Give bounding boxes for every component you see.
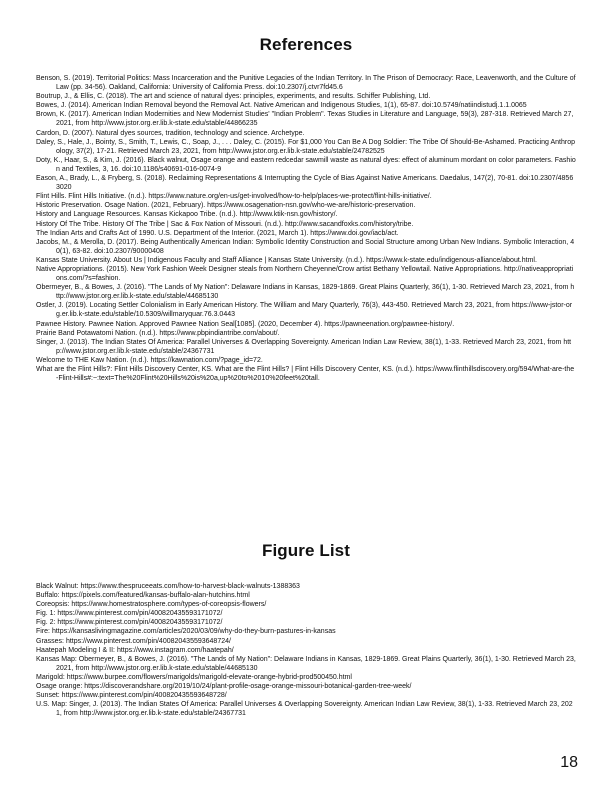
reference-entry: Kansas State University. About Us | Indigenous Faculty and Staff Alliance | Kansas State University. (n.d.). https://www.k-state.edu/indigenous-alliance/about.html. xyxy=(36,256,537,264)
figure-entry: Grasses: https://www.pinterest.com/pin/400820435593648724/ xyxy=(36,637,231,645)
figure-entry: Kansas Map: Obermeyer, B., & Bowes, J. (2016). "The Lands of My Nation": Delaware Indians in Kansas, 1829-1869. Great Plains Quarterly, 36(1), 1-30. Retrieved March 23, 2021, from http://www.jstor.org.er.lib.k-state.edu/stable/44685130 xyxy=(36,655,576,672)
reference-entry: Brown, K. (2017). American Indian Modernities and New Modernist Studies' "Indian Problem". Texas Studies in Literature and Language, 59(3), 287-318. Retrieved March 27, 2021, from http://www.jstor.org.er.lib.k-state.edu/stable/44866235 xyxy=(36,111,574,128)
figure-list xyxy=(36,582,576,718)
reference-entry: Boutrup, J., & Ellis, C. (2018). The art and science of natural dyes: principles, experiments, and results. Schiffer Publishing, Ltd. xyxy=(36,93,431,101)
figure-list-heading: Figure List xyxy=(262,541,350,560)
figure-entry: Fig. 2: https://www.pinterest.com/pin/400820435593171072/ xyxy=(36,619,223,627)
figure-entry: Marigold: https://www.burpee.com/flowers/marigolds/marigold-elevate-orange-hybrid-prod500450.html xyxy=(36,673,352,681)
figure-entry: Osage orange: https://discoverandshare.org/2019/10/24/plant-profile-osage-orange-missouri-botanical-garden-tree-week/ xyxy=(36,683,412,691)
reference-entry: Benson, S. (2019). Territorial Politics: Mass Incarceration and the Punitive Legacies of the Indian Territory. In The Prison of Democracy: Race, Leavenworth, and the Culture of Law (pp. 34-56). Oakland, California: University of California Press. doi:10.2307/j.ctvr7fd45.6 xyxy=(36,75,576,92)
reference-entry: Pawnee History. Pawnee Nation. Approved Pawnee Nation Seal[1085]. (2020, December 4). https://pawneenation.org/pawnee-history/. xyxy=(36,320,455,328)
figure-entry: U.S. Map: Singer, J. (2013). The Indian States Of America: Parallel Universes & Overlapping Sovereignty. American Indian Law Review, 38(1), 1-33. Retrieved March 23, 2021, from http://www.jstor.org.er.lib.k-state.edu/stable/24367731 xyxy=(36,701,573,718)
reference-entry: Jacobs, M., & Merolla, D. (2017). Being Authentically American Indian: Symbolic Identity Construction and Social Structure among Urban New Indians. Symbolic Interaction, 40(1), 63-82. doi:10.2307/90000408 xyxy=(36,238,575,255)
figure-entry: Haatepah Modeling I & II: https://www.instagram.com/haatepah/ xyxy=(36,646,234,654)
reference-entry: Welcome to THE Kaw Nation. (n.d.). https://kawnation.com/?page_id=72. xyxy=(36,356,263,364)
reference-entry: The Indian Arts and Crafts Act of 1990. U.S. Department of the Interior. (2021, March 1). https://www.doi.gov/iacb/act. xyxy=(36,229,399,237)
reference-entry: Historic Preservation. Osage Nation. (2021, February). https://www.osagenation-nsn.gov/who-we-are/historic-preservation. xyxy=(36,202,416,210)
reference-entry: Cardon, D. (2007). Natural dyes sources, tradition, technology and science. Archetype. xyxy=(36,129,305,137)
reference-entry: Eason, A., Brady, L., & Fryberg, S. (2018). Reclaiming Representations & Interrupting the Cycle of Bias Against Native Americans. Daedalus, 147(2), 70-81. doi:10.2307/48563020 xyxy=(36,175,574,192)
reference-entry: Native Appropriations. (2015). New York Fashion Week Designer steals from Northern Cheyenne/Crow artist Bethany Yellowtail. Native Appropriations. http://nativeappropriations.com/?s=fashion. xyxy=(36,265,574,283)
reference-entry: What are the Flint Hills?: Flint Hills Discovery Center, KS. What are the Flint Hills? | Flint Hills Discovery Center, KS. (n.d.). https://www.flinthillsdiscovery.org/594/What-are-the-Flint-Hills#:~:text=The%20Flint%20Hills%20is%20a,up%20to%2010%20feet%20tall. xyxy=(36,366,575,383)
reference-entry: Obermeyer, B., & Bowes, J. (2016). "The Lands of My Nation": Delaware Indians in Kansas, 1829-1869. Great Plains Quarterly, 36(1), 1-30. Retrieved March 23, 2021, from http://www.jstor.org.er.lib.k-state.edu/stable/44685130 xyxy=(36,284,575,301)
figure-entry: Buffalo: https://pixels.com/featured/kansas-buffalo-alan-hutchins.html xyxy=(36,592,250,600)
reference-entry: Daley, S., Hale, J., Bointy, S., Smith, T., Lewis, C., Soap, J., . . . Daley, C. (2015). For $1,000 You Can Be A Dog Soldier: The Tribe Of Should-Be-Ashamed. Practicing Anthropology, 37(2), 17-21. Retrieved March 23, 2021, from http://www.jstor.org.er.lib.k-state.edu/stable/24782525 xyxy=(36,138,576,155)
figure-entry: Coreopsis: https://www.homestratosphere.com/types-of-coreopsis-flowers/ xyxy=(36,601,267,609)
reference-entry: Prairie Band Potawatomi Nation. (n.d.). https://www.pbpindiantribe.com/about/. xyxy=(36,329,280,337)
reference-entry: History Of The Tribe. History Of The Tribe | Sac & Fox Nation of Missouri. (n.d.). http://www.sacandfoxks.com/history/tribe. xyxy=(36,220,414,228)
reference-entry: Flint Hills. Flint Hills Initiative. (n.d.). https://www.nature.org/en-us/get-involved/how-to-help/places-we-protect/flint-hills-initiative/. xyxy=(36,193,432,201)
figure-entry: Sunset: https://www.pinterest.com/pin/400820435593648728/ xyxy=(36,692,227,700)
reference-entry: Bowes, J. (2014). American Indian Removal beyond the Removal Act. Native American and Indigenous Studies, 1(1), 65-87. doi:10.5749/natiindistudj.1.1.0065 xyxy=(36,102,527,110)
references-heading: References xyxy=(259,35,353,54)
figure-entry: Fire: https://kansaslivingmagazine.com/articles/2020/03/09/why-do-they-burn-pastures-in-kansas xyxy=(36,628,336,636)
reference-entry: Singer, J. (2013). The Indian States Of America: Parallel Universes & Overlapping Sovereignty. American Indian Law Review, 38(1), 1-33. Retrieved March 23, 2021, from http://www.jstor.org.er.lib.k-state.edu/stable/24367731 xyxy=(36,338,572,355)
figure-entry: Fig. 1: https://www.pinterest.com/pin/400820435593171072/ xyxy=(36,610,223,618)
reference-entry: History and Language Resources. Kansas Kickapoo Tribe. (n.d.). http://www.ktik-nsn.gov/history/. xyxy=(36,211,338,219)
references-list xyxy=(36,74,576,383)
reference-entry: Ostler, J. (2019). Locating Settler Colonialism in Early American History. The William and Mary Quarterly, 76(3), 443-450. Retrieved March 23, 2021, from https://www-jstor-org.er.lib.k-state.edu/stable/10.5309/willmaryquar.76.3.0443 xyxy=(36,302,573,319)
figure-entry: Black Walnut: https://www.thespruceeats.com/how-to-harvest-black-walnuts-1388363 xyxy=(36,583,300,590)
reference-entry: Doty, K., Haar, S., & Kim, J. (2016). Black walnut, Osage orange and eastern redcedar sawmill waste as natural dyes: effect of aluminum mordant on color parameters. Fashion and Textiles, 3, 16. doi:10.1186/s40691-016-0074-9 xyxy=(36,156,576,173)
page-number: 18 xyxy=(560,754,578,771)
